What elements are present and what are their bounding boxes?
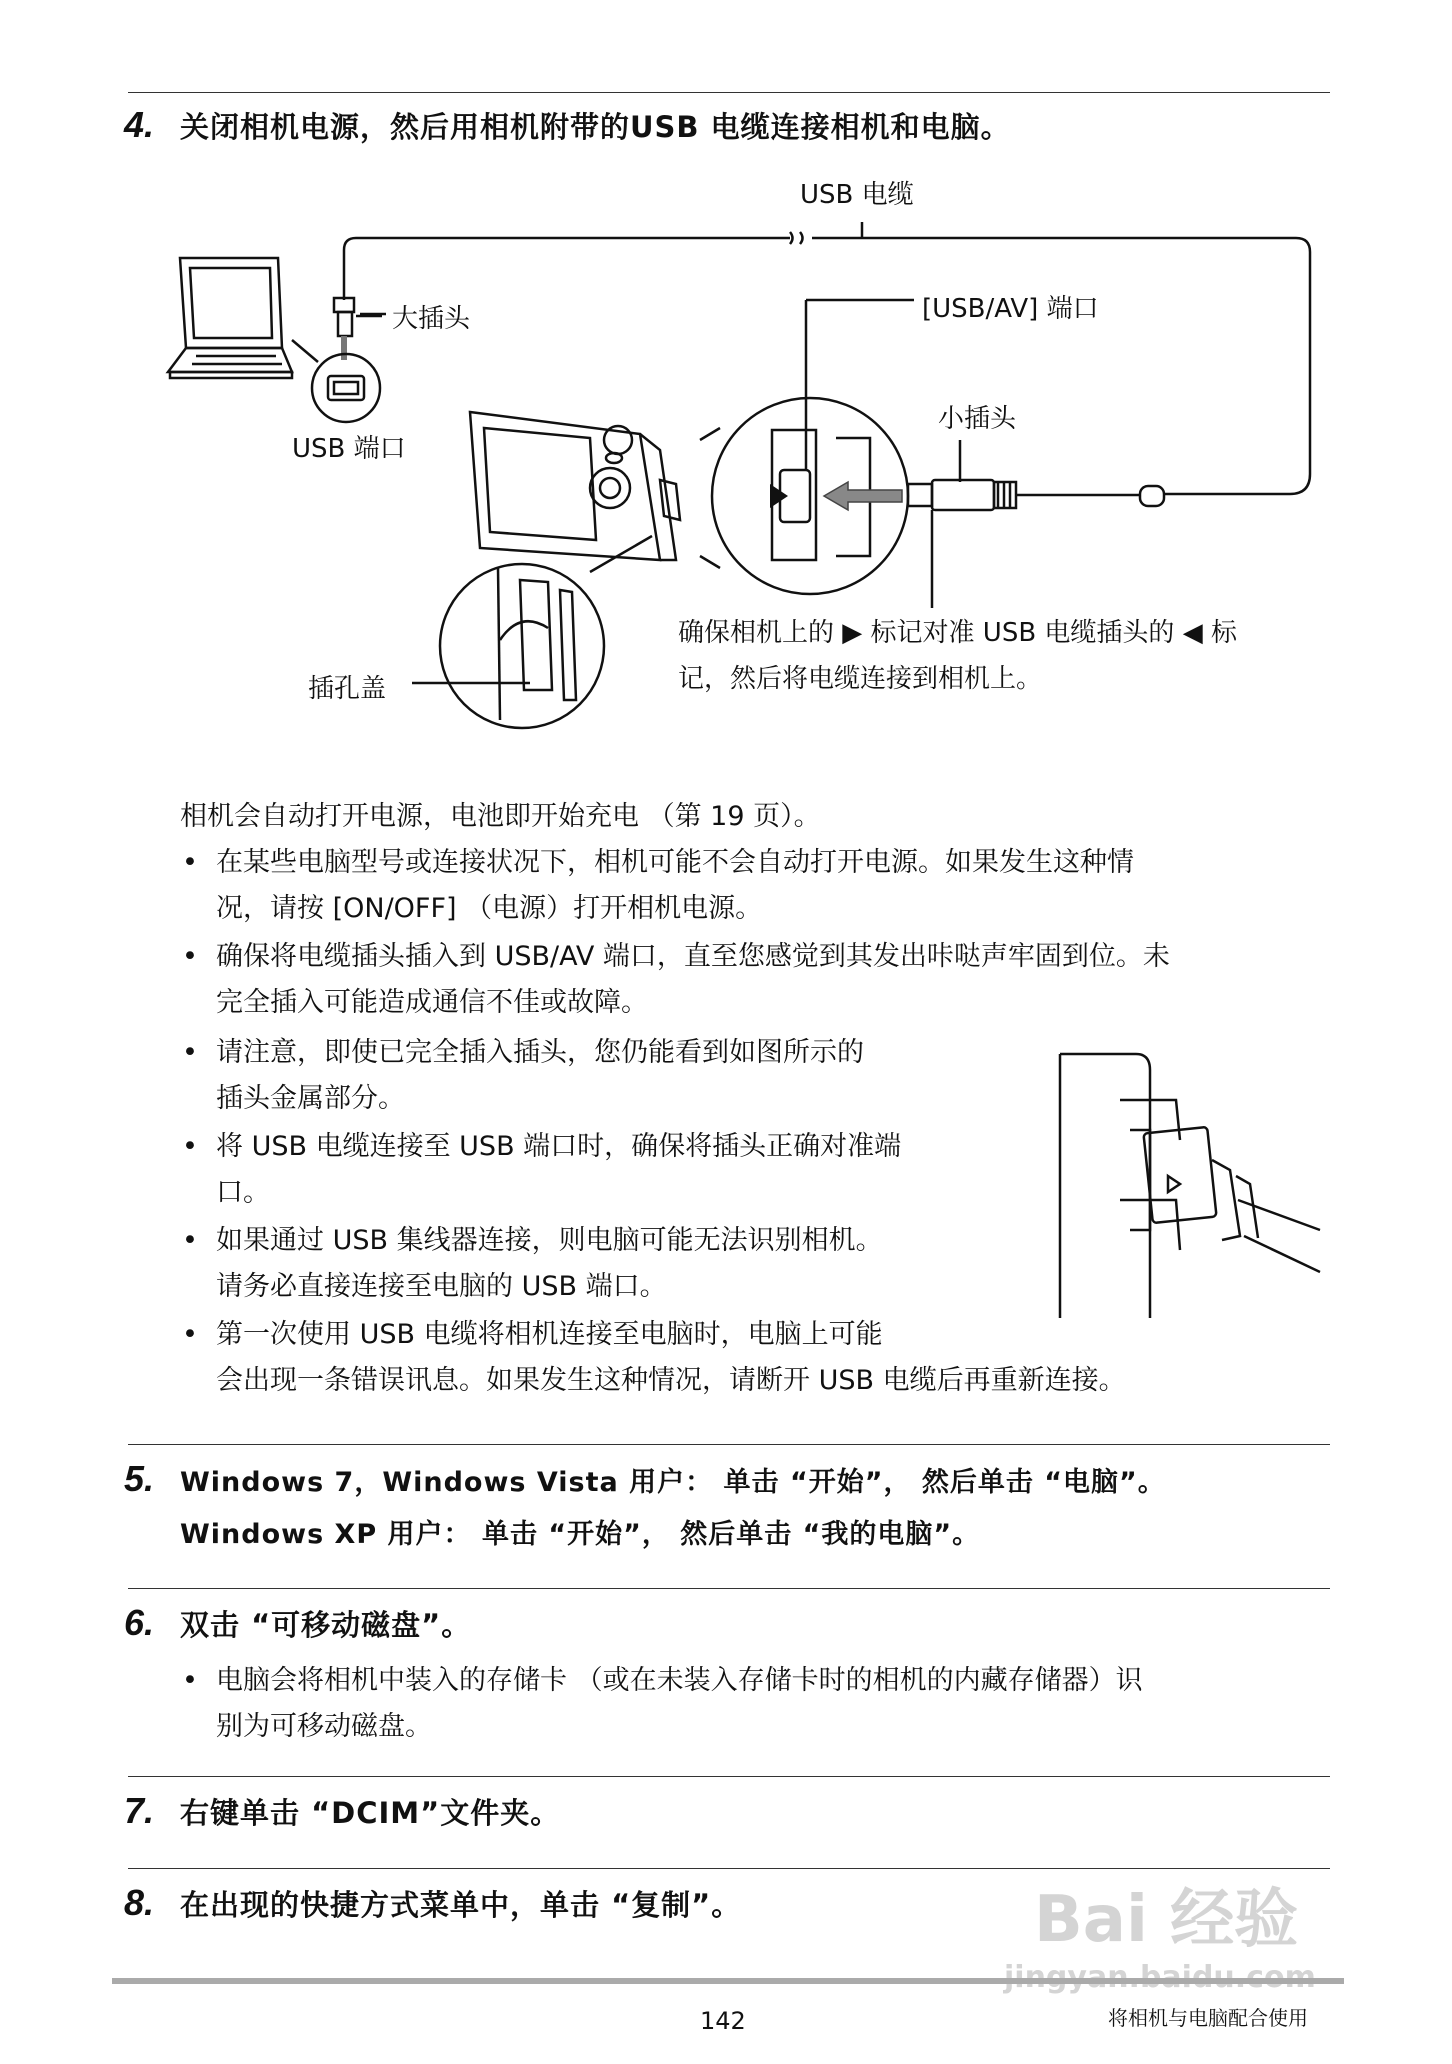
step4-bullet-6: • 第一次使用 USB 电缆将相机连接至电脑时，电脑上可能 会出现一条错误讯息。如果发生这种情况，请断开 USB 电缆后再重新连接。 — [182, 1312, 1126, 1404]
bullet-dot: • — [182, 941, 198, 972]
step-title: 关闭相机电源，然后用相机附带的USB 电缆连接相机和电脑。 — [180, 110, 1011, 144]
bullet-dot: • — [182, 847, 198, 878]
step4-bullet-1: • 在某些电脑型号或连接状况下，相机可能不会自动打开电源。如果发生这种情 况，请按 [ON/OFF] （电源）打开相机电源。 — [182, 840, 1134, 932]
laptop-icon — [168, 258, 292, 378]
step-number: 4. — [124, 104, 155, 145]
step-6 — [124, 1602, 471, 1644]
step5-line2: Windows XP 用户： 单击 “开始”， 然后单击 “我的电脑”。 — [180, 1519, 981, 1550]
small-plug-label: 小插头 — [938, 404, 1017, 434]
small-plug-icon — [908, 480, 1164, 510]
step-title: 双击 “可移动磁盘”。 — [180, 1608, 472, 1642]
step-number: 5. — [124, 1458, 155, 1499]
large-plug-icon — [334, 298, 382, 336]
step-number: 7. — [124, 1790, 155, 1831]
usb-cable-label: USB 电缆 — [800, 180, 914, 210]
step6-bullet-1: • 电脑会将相机中装入的存储卡 （或在未装入存储卡时的相机的内藏存储器）识 别为可移动磁盘。 — [182, 1658, 1143, 1750]
alignment-note-line2: 记，然后将电缆连接到相机上。 — [678, 664, 1043, 694]
footer-bar — [112, 1978, 1344, 1984]
section-name: 将相机与电脑配合使用 — [1108, 2006, 1308, 2030]
bullet-dot: • — [182, 1131, 198, 1162]
step4-bullet-3: • 请注意，即使已完全插入插头，您仍能看到如图所示的 插头金属部分。 — [182, 1030, 864, 1122]
watermark-logo: Bai 经验 — [1034, 1883, 1299, 1957]
step-7 — [124, 1790, 560, 1832]
port-cover-label: 插孔盖 — [308, 674, 387, 704]
step-number: 6. — [124, 1602, 155, 1643]
usb-port-label: USB 端口 — [292, 434, 406, 464]
large-plug-label: 大插头 — [392, 304, 471, 334]
rule-step5 — [128, 1444, 1330, 1445]
step-number: 8. — [124, 1882, 155, 1923]
alignment-note-line1: 确保相机上的 ▶ 标记对准 USB 电缆插头的 ◀ 标 — [678, 618, 1237, 648]
rule-step7 — [128, 1776, 1330, 1777]
step-title: 在出现的快捷方式菜单中，单击 “复制”。 — [180, 1888, 742, 1922]
bullet-dot: • — [182, 1225, 198, 1256]
step4-bullet-2: • 确保将电缆插头插入到 USB/AV 端口，直至您感觉到其发出咔哒声牢固到位。未 完全插入可能造成通信不佳或故障。 — [182, 934, 1170, 1026]
usb-port-icon — [292, 340, 380, 422]
rule-step6 — [128, 1588, 1330, 1589]
step-title: 右键单击 “DCIM”文件夹。 — [180, 1796, 561, 1830]
step4-intro: 相机会自动打开电源，电池即开始充电 （第 19 页）。 — [180, 801, 821, 832]
step4-bullet-5: • 如果通过 USB 集线器连接，则电脑可能无法识别相机。 请务必直接连接至电脑的 USB 端口。 — [182, 1218, 883, 1310]
step-5 — [124, 1458, 1166, 1500]
port-cover-detail — [440, 536, 652, 728]
bullet-dot: • — [182, 1319, 198, 1350]
step-title: Windows 7，Windows Vista 用户： 单击 “开始”， 然后单击 “电脑”。 — [180, 1467, 1166, 1498]
bullet-dot: • — [182, 1665, 198, 1696]
plug-inset-icon — [1060, 1054, 1320, 1318]
step4-bullet-4: • 将 USB 电缆连接至 USB 端口时，确保将插头正确对准端 口。 — [182, 1124, 901, 1216]
bullet-dot: • — [182, 1037, 198, 1068]
page-number: 142 — [700, 2007, 746, 2035]
insert-arrow-icon — [824, 482, 902, 510]
usb-av-port-label: [USB/AV] 端口 — [922, 294, 1099, 324]
step-8 — [124, 1882, 741, 1924]
